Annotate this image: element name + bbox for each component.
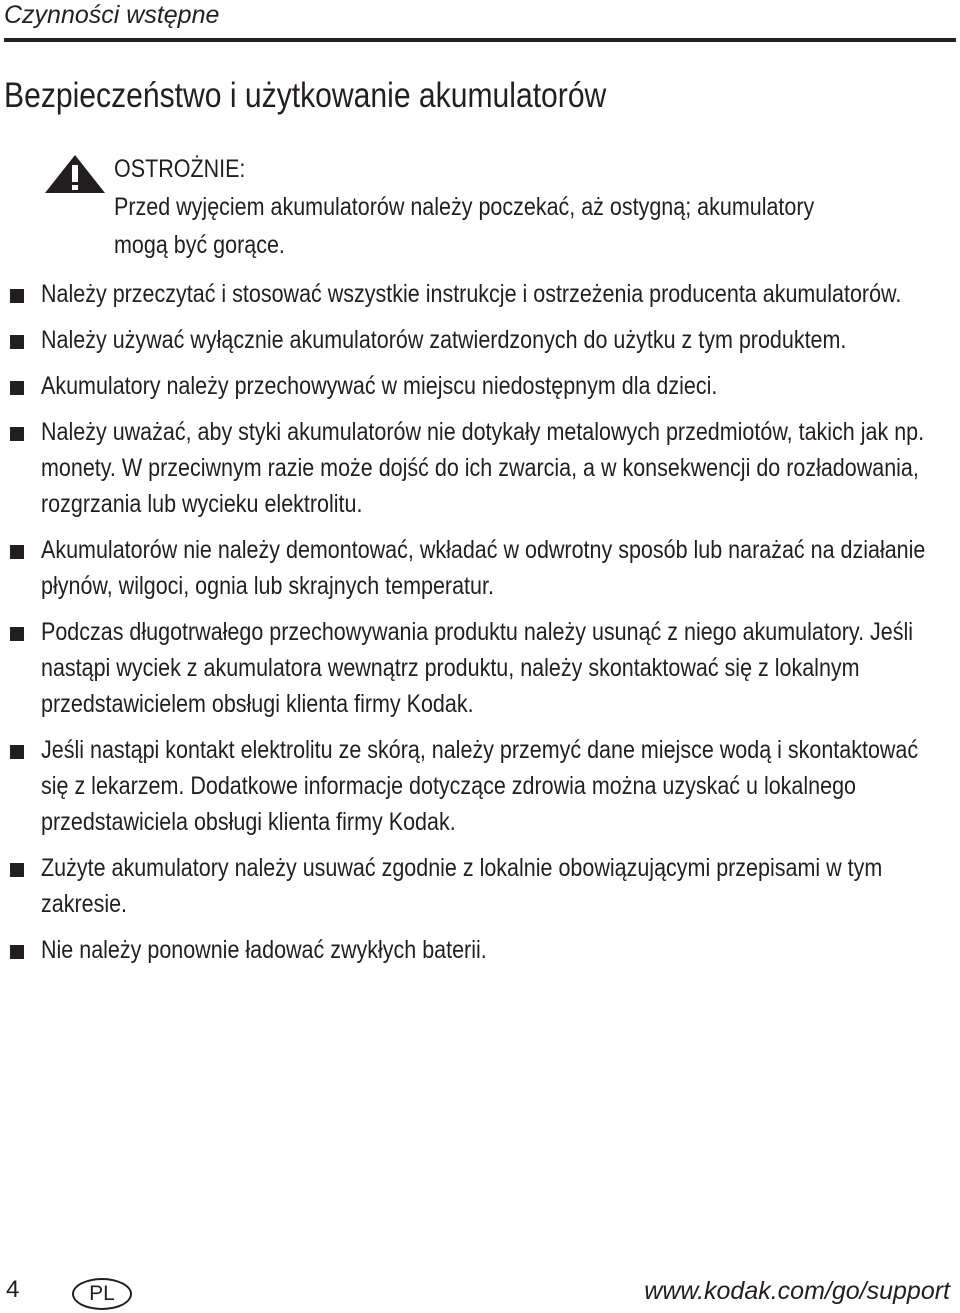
bullet-square-icon <box>10 289 24 303</box>
list-item-text: Należy przeczytać i stosować wszystkie instrukcje i ostrzeżenia producenta akumulatorów. <box>41 280 902 308</box>
caution-line-2: mogą być gorące. <box>114 231 285 259</box>
list-item-text: Należy uważać, aby styki akumulatorów nie dotykały metalowych przedmiotów, takich jak np. monety. W przeciwnym razie może dojść do ich zwarcia, a w konsekwencji do rozładowania, rozgrzania lub wycieku elektrolitu. <box>41 418 925 518</box>
list-item-text: Akumulatory należy przechowywać w miejscu niedostępnym dla dzieci. <box>41 372 718 400</box>
safety-list <box>0 276 960 978</box>
caution-label: OSTROŻNIE: <box>114 155 246 183</box>
list-item-text: Nie należy ponownie ładować zwykłych baterii. <box>41 936 487 964</box>
list-item <box>0 732 960 840</box>
list-item <box>0 276 960 312</box>
list-item <box>0 614 960 722</box>
list-item-text: Akumulatorów nie należy demontować, wkładać w odwrotny sposób lub narażać na działanie płynów, wilgoci, ognia lub skrajnych temperatur. <box>41 536 926 600</box>
list-item <box>0 322 960 358</box>
bullet-square-icon <box>10 335 24 349</box>
page-title: Bezpieczeństwo i użytkowanie akumulatorów <box>4 76 607 115</box>
list-item-text: Należy używać wyłącznie akumulatorów zatwierdzonych do użytku z tym produktem. <box>41 326 847 354</box>
bullet-square-icon <box>10 427 24 441</box>
bullet-square-icon <box>10 627 24 641</box>
bullet-square-icon <box>10 545 24 559</box>
list-item <box>0 368 960 404</box>
list-item <box>0 532 960 604</box>
list-item-text: Zużyte akumulatory należy usuwać zgodnie z lokalnie obowiązującymi przepisami w tym zakresie. <box>41 854 883 918</box>
caution-text <box>114 150 960 264</box>
bullet-square-icon <box>10 745 24 759</box>
list-item <box>0 932 960 968</box>
bullet-square-icon <box>10 945 24 959</box>
warning-triangle-icon <box>44 154 106 194</box>
list-item <box>0 850 960 922</box>
bullet-square-icon <box>10 381 24 395</box>
page-number: 4 <box>6 1276 20 1303</box>
caution-line-1: Przed wyjęciem akumulatorów należy poczekać, aż ostygną; akumulatory <box>114 193 815 221</box>
list-item-text: Podczas długotrwałego przechowywania produktu należy usunąć z niego akumulatory. Jeśli nastąpi wyciek z akumulatora wewnątrz produktu, należy skontaktować się z lokalnym przedstawicielem obsługi klienta firmy Kodak. <box>41 618 914 718</box>
support-url[interactable]: www.kodak.com/go/support <box>644 1277 950 1305</box>
running-header: Czynności wstępne <box>4 1 220 29</box>
header-rule <box>4 38 956 42</box>
list-item-text: Jeśli nastąpi kontakt elektrolitu ze skórą, należy przemyć dane miejsce wodą i skontaktować się z lekarzem. Dodatkowe informacje dotyczące zdrowia można uzyskać u lokalnego przedstawiciela obsługi klienta firmy Kodak. <box>41 736 919 836</box>
language-badge: PL <box>72 1278 132 1310</box>
list-item <box>0 414 960 522</box>
bullet-square-icon <box>10 863 24 877</box>
